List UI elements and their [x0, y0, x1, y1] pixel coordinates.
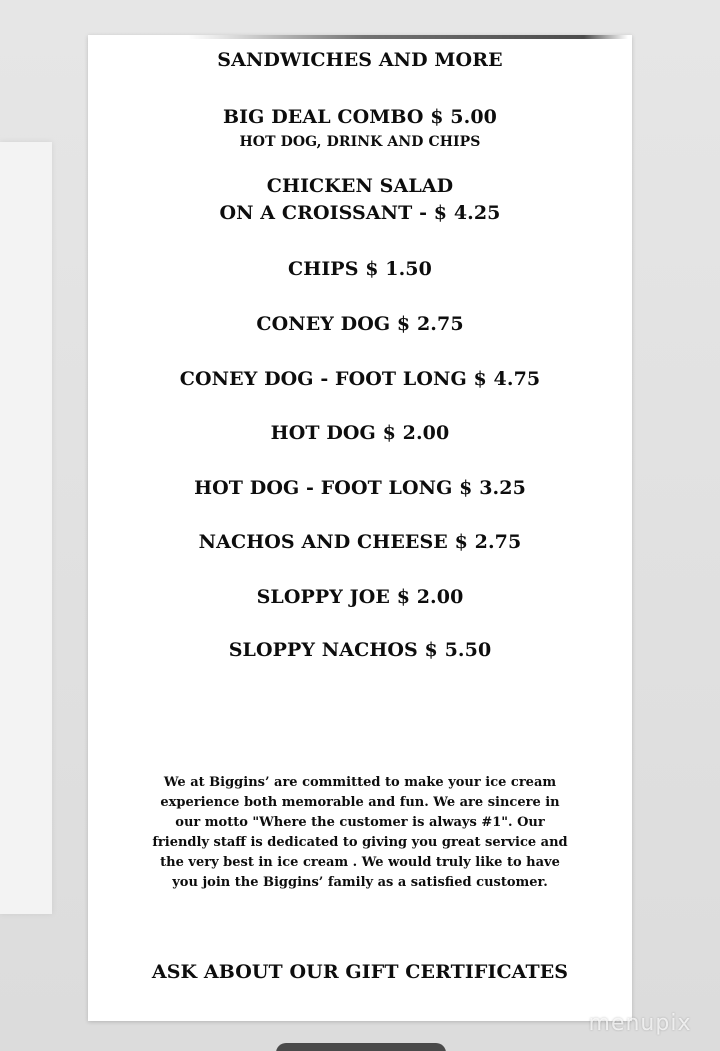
menu-item: SLOPPY NACHOS $ 5.50 [228, 639, 492, 661]
about-line: experience both memorable and fun. We are sincere in [160, 795, 560, 810]
menu-item: CHIPS $ 1.50 [288, 258, 432, 280]
watermark-logo: menupix [588, 1010, 692, 1036]
about-line: friendly staff is dedicated to giving you great service and [152, 835, 568, 850]
menu-item: CONEY DOG $ 2.75 [256, 313, 464, 335]
bottom-handle [276, 1043, 446, 1051]
page-edge-shadow [188, 35, 628, 39]
combo-detail: HOT DOG, DRINK AND CHIPS [239, 134, 481, 150]
chicken-salad-line2: ON A CROISSANT - $ 4.25 [219, 202, 501, 224]
menu-item: CONEY DOG - FOOT LONG $ 4.75 [179, 368, 541, 390]
about-line: We at Biggins’ are committed to make your ice cream [163, 775, 557, 790]
menu-item: HOT DOG - FOOT LONG $ 3.25 [194, 477, 526, 499]
about-line: our motto "Where the customer is always #1". Our [175, 815, 545, 830]
about-line: you join the Biggins’ family as a satisfied customer. [172, 875, 548, 890]
menu-page [88, 35, 632, 1021]
combo-title: BIG DEAL COMBO $ 5.00 [223, 106, 497, 128]
about-paragraph [88, 773, 632, 893]
gift-certificates-note: ASK ABOUT OUR GIFT CERTIFICATES [151, 961, 569, 983]
menu-item: HOT DOG $ 2.00 [270, 422, 450, 444]
about-line: the very best in ice cream . We would truly like to have [160, 855, 560, 870]
menu-item: NACHOS AND CHEESE $ 2.75 [198, 531, 522, 553]
menu-item: SLOPPY JOE $ 2.00 [256, 586, 464, 608]
menu-heading: SANDWICHES AND MORE [217, 49, 503, 71]
chicken-salad-line1: CHICKEN SALAD [266, 175, 454, 197]
background-panel [0, 142, 52, 914]
